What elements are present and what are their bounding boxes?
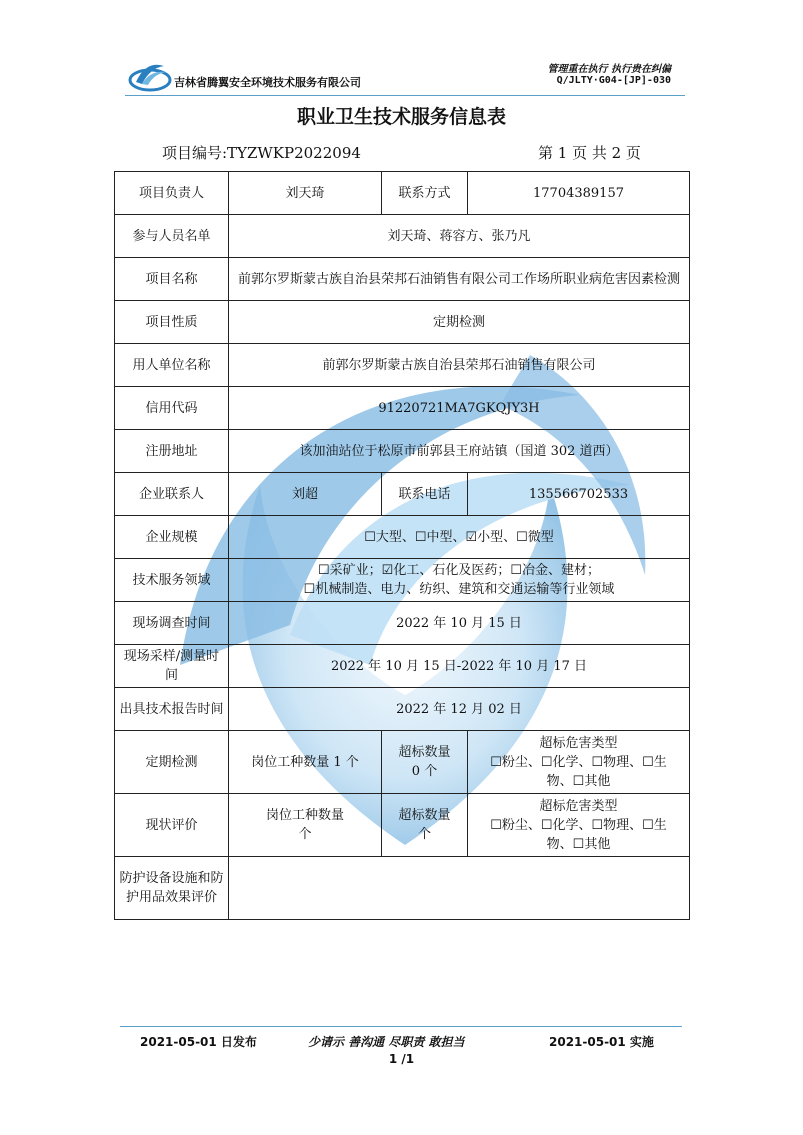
status-posts <box>229 794 382 857</box>
contact-label: 联系方式 <box>382 172 468 215</box>
status-exceed-label: 超标数量 <box>398 808 451 823</box>
status-types <box>468 794 690 857</box>
table-row <box>115 172 690 215</box>
table-row <box>115 430 690 473</box>
company-logo <box>128 58 172 92</box>
credit-code-value: 91220721MA7GKQJY3H <box>229 387 690 430</box>
header-doc-code: Q/JLTY·G04-[JP]-030 <box>556 75 671 86</box>
sampling-time-label: 现场采样/测量时间 <box>115 645 229 688</box>
status-exceed <box>382 794 468 857</box>
leader-label: 项目负责人 <box>115 172 229 215</box>
enterprise-phone-value: 135566702533 <box>468 473 690 516</box>
table-row <box>115 794 690 857</box>
periodic-exceed-label: 超标数量 <box>398 745 451 760</box>
address-value: 该加油站位于松原市前郭县王府站镇（国道 302 道西） <box>229 430 690 473</box>
report-time-label: 出具技术报告时间 <box>115 688 229 731</box>
table-row <box>115 516 690 559</box>
periodic-exceed <box>382 731 468 794</box>
members-label: 参与人员名单 <box>115 215 229 258</box>
status-types-line2: 物、☐其他 <box>546 836 611 852</box>
employer-label: 用人单位名称 <box>115 344 229 387</box>
project-name-value: 前郭尔罗斯蒙古族自治县荣邦石油销售有限公司工作场所职业病危害因素检测 <box>229 258 690 301</box>
page-info: 第 1 页 共 2 页 <box>538 144 641 162</box>
credit-code-label: 信用代码 <box>115 387 229 430</box>
status-types-title: 超标危害类型 <box>539 798 618 814</box>
nature-label: 项目性质 <box>115 301 229 344</box>
footer-divider <box>120 1026 682 1027</box>
table-row <box>115 215 690 258</box>
periodic-types-line2: 物、☐其他 <box>546 773 611 789</box>
nature-value: 定期检测 <box>229 301 690 344</box>
periodic-types-title: 超标危害类型 <box>539 735 618 751</box>
footer-implemented-date: 2021-05-01 实施 <box>549 1035 654 1049</box>
enterprise-contact-value: 刘超 <box>229 473 382 516</box>
service-domain-label: 技术服务领域 <box>115 559 229 602</box>
service-domain-line2: ☐机械制造、电力、纺织、建筑和交通运输等行业领域 <box>303 582 615 597</box>
periodic-types-line1: ☐粉尘、☐化学、☐物理、☐生 <box>490 754 667 770</box>
service-domain-value <box>229 559 690 602</box>
table-row <box>115 857 690 920</box>
report-time-value: 2022 年 12 月 02 日 <box>229 688 690 731</box>
protection-eval-label: 防护设备设施和防护用品效果评价 <box>115 857 229 920</box>
protection-eval-value <box>229 857 690 920</box>
table-row <box>115 258 690 301</box>
periodic-posts: 岗位工种数量 1 个 <box>229 731 382 794</box>
table-row <box>115 559 690 602</box>
table-row <box>115 344 690 387</box>
project-number: 项目编号:TYZWKP2022094 <box>162 144 361 162</box>
table-row <box>115 645 690 688</box>
header-divider <box>125 95 685 96</box>
table-row <box>115 387 690 430</box>
survey-time-value: 2022 年 10 月 15 日 <box>229 602 690 645</box>
table-row <box>115 602 690 645</box>
header-company-name: 吉林省腾翼安全环境技术服务有限公司 <box>174 76 361 89</box>
table-row <box>115 731 690 794</box>
leader-value: 刘天琦 <box>229 172 382 215</box>
table-row <box>115 473 690 516</box>
address-label: 注册地址 <box>115 430 229 473</box>
enterprise-phone-label: 联系电话 <box>382 473 468 516</box>
sampling-time-value: 2022 年 10 月 15 日-2022 年 10 月 17 日 <box>229 645 690 688</box>
project-name-label: 项目名称 <box>115 258 229 301</box>
survey-time-label: 现场调查时间 <box>115 602 229 645</box>
table-row <box>115 301 690 344</box>
footer-page-number: 1 /1 <box>388 1052 415 1066</box>
periodic-types <box>468 731 690 794</box>
page-title: 职业卫生技术服务信息表 <box>296 106 506 128</box>
scale-label: 企业规模 <box>115 516 229 559</box>
contact-value: 17704389157 <box>468 172 690 215</box>
header-slogan: 管理重在执行 执行贵在纠偏 <box>547 64 671 75</box>
status-types-line1: ☐粉尘、☐化学、☐物理、☐生 <box>490 817 667 833</box>
footer-published-date: 2021-05-01 日发布 <box>140 1035 257 1049</box>
periodic-label: 定期检测 <box>115 731 229 794</box>
service-domain-line1: ☐采矿业；☑化工、石化及医药；☐冶金、建材； <box>318 563 600 578</box>
status-exceed-value: 个 <box>417 827 431 842</box>
employer-value: 前郭尔罗斯蒙古族自治县荣邦石油销售有限公司 <box>229 344 690 387</box>
status-eval-label: 现状评价 <box>115 794 229 857</box>
members-value: 刘天琦、蒋容方、张乃凡 <box>229 215 690 258</box>
info-table <box>114 171 690 920</box>
table-row <box>115 688 690 731</box>
periodic-exceed-value: 0 个 <box>411 764 438 779</box>
enterprise-contact-label: 企业联系人 <box>115 473 229 516</box>
status-posts-line1: 岗位工种数量 <box>265 808 344 823</box>
scale-value: ☐大型、☐中型、☑小型、☐微型 <box>229 516 690 559</box>
footer-slogan: 少请示 善沟通 尽职责 敢担当 <box>308 1035 465 1049</box>
status-posts-line2: 个 <box>298 827 312 842</box>
